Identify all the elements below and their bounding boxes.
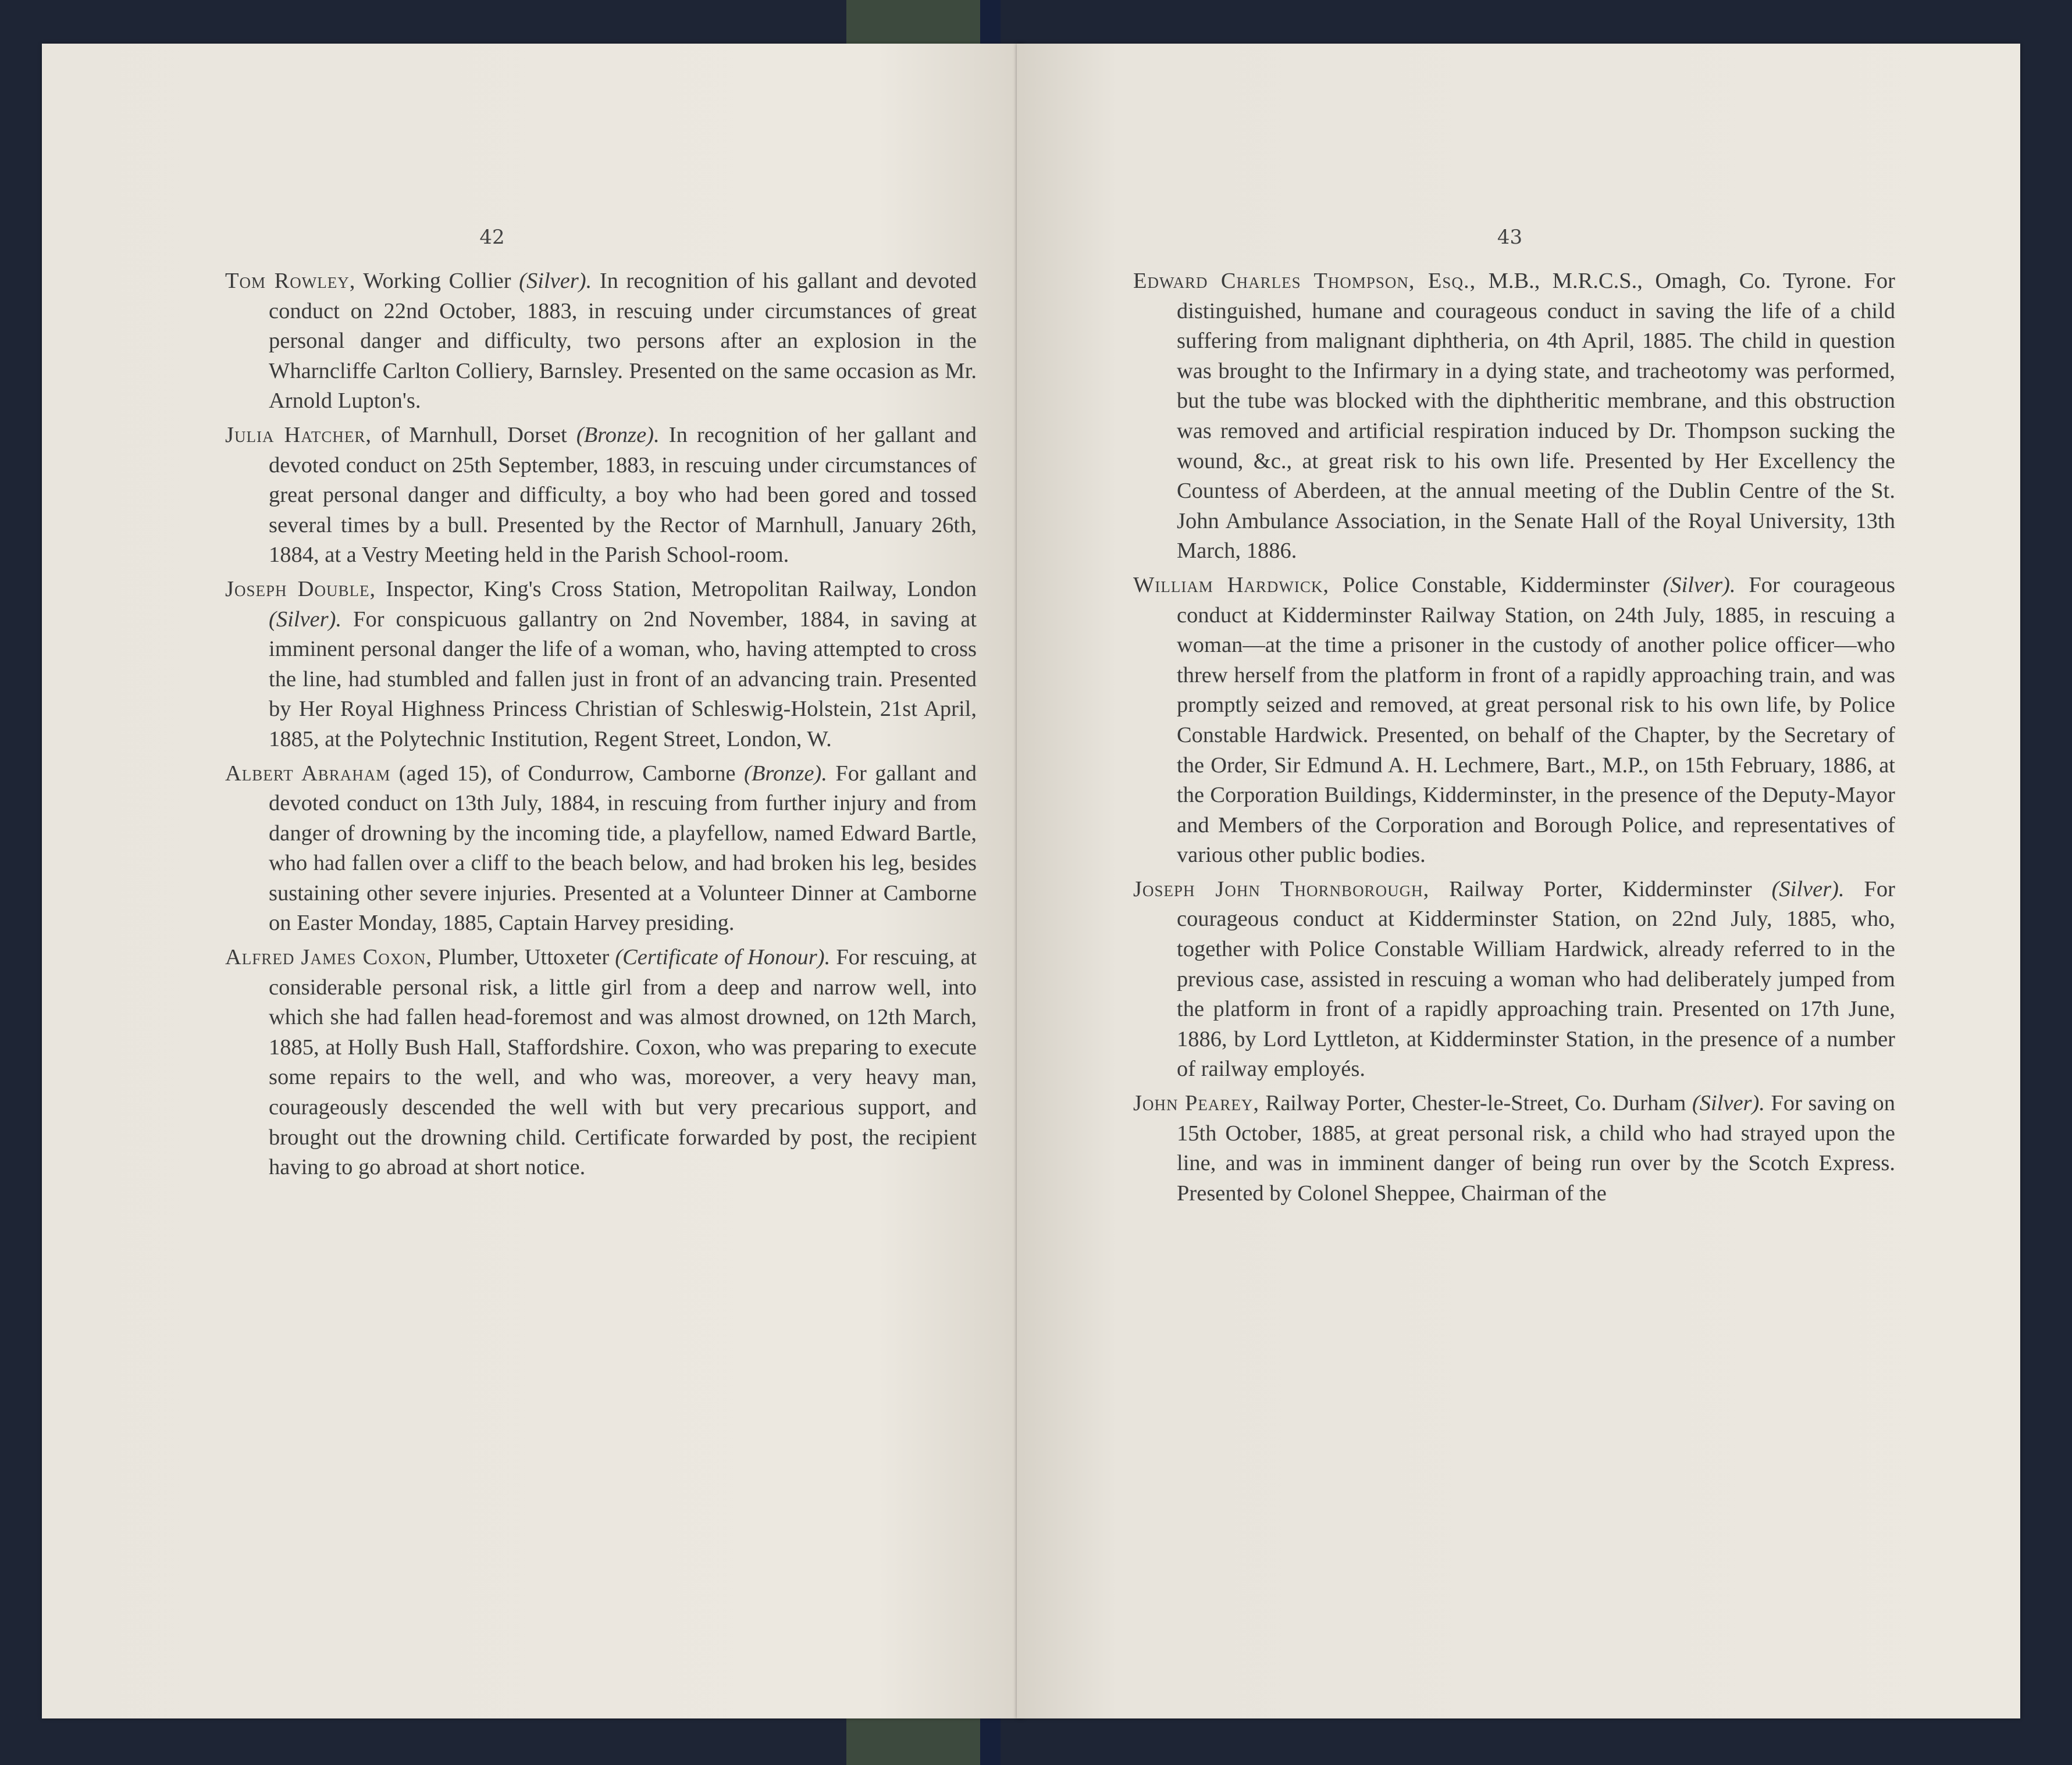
entry-name: John Pearey, xyxy=(1133,1091,1260,1116)
entry-description: Railway Porter, Kidderminster xyxy=(1429,876,1772,901)
entry-award: (Bronze). xyxy=(576,422,660,447)
entry-name: Alfred James Coxon, xyxy=(225,945,432,970)
entry-description: Police Constable, Kidderminster xyxy=(1329,572,1663,597)
entry-award: (Silver). xyxy=(269,607,342,632)
entry xyxy=(225,943,977,1183)
entry-body: For rescuing, at considerable personal risk, a little girl from a deep and narrow well, into which she had fallen head-foremost and was almost drowned, on 12th March, 1885, at Holly Bush Hall, Staffordshire. Coxon, who was preparing to execute some repairs to the well, and who was, moreover, a very heavy man, courageously descended the well with but very precarious support, and brought out the drowning child. Certificate forwarded by post, the recipient having to go abroad at short notice. xyxy=(269,945,977,1180)
entry xyxy=(1133,1089,1895,1208)
entry xyxy=(225,266,977,416)
entry-award: (Silver). xyxy=(519,269,592,293)
entry-body: For conspicuous gallantry on 2nd November, 1884, in saving at imminent personal danger the life of a woman, who, having attempted to cross the line, had stumbled and fallen just in front of an advancing train. Presented by Her Royal Highness Princess Christian of Schleswig-Holstein, 21st April, 1885, at the Polytechnic Institution, Regent Street, London, W. xyxy=(269,607,977,751)
entry-body: For courageous conduct at Kidderminster Railway Station, on 24th July, 1885, in rescuing a woman—at the time a prisoner in the custody of another police officer—who threw herself from the platform in front of a rapidly approaching train, and was promptly seized and removed, at great personal risk to his own life, by Police Constable Hardwick. Presented, on behalf of the Chapter, by the Secretary of the Order, Sir Edmund A. H. Lechmere, Bart., M.P., on 15th February, 1886, at the Corporation Buildings, Kidderminster, in the presence of the Deputy-Mayor and Members of the Corporation and Borough Police, and representatives of various other public bodies. xyxy=(1177,572,1895,868)
entry-name: Julia Hatcher, xyxy=(225,422,372,447)
entry-name: Joseph John Thornborough, xyxy=(1133,876,1430,901)
entry xyxy=(225,420,977,570)
page-number: 42 xyxy=(479,226,505,249)
page-text xyxy=(1133,266,1895,1213)
entry-award: (Certificate of Honour). xyxy=(615,945,831,970)
entry-name: Edward Charles Thompson, Esq., xyxy=(1133,269,1476,293)
entry xyxy=(1133,570,1895,871)
entry-description: of Marnhull, Dorset xyxy=(371,422,576,447)
entry-name: Tom Rowley, xyxy=(225,269,356,293)
entry-description: (aged 15), of Condurrow, Camborne xyxy=(390,761,745,786)
entry-description: M.B., M.R.C.S., Omagh, Co. Tyrone. For distinguished, humane and courageous conduct in saving the life of a child suffering from malignant diphtheria, on 4th April, 1885. The child in question was brought to the Infirmary in a dying state, and tracheotomy was performed, but the tube was blocked with the diphtheritic membrane, and this obstruction was removed and artificial respiration induced by Dr. Thompson sucking the wound, &c., at great risk to his own life. Presented by Her Excellency the Countess of Aberdeen, at the annual meeting of the Dublin Centre of the St. John Ambulance Association, in the Senate Hall of the Royal University, 13th March, 1886. xyxy=(1177,269,1895,564)
page-text xyxy=(225,266,977,1187)
entry-award: (Silver). xyxy=(1662,572,1736,597)
entry-award: (Silver). xyxy=(1771,876,1845,901)
entry-body: For saving on 15th October, 1885, at great personal risk, a child who had strayed upon the line, and was in imminent danger of being run over by the Scotch Express. Presented by Colonel Sheppee, Chairman of the xyxy=(1177,1091,1896,1206)
entry-body: In recognition of her gallant and devoted conduct on 25th September, 1883, in rescuing under circumstances of great personal danger and difficulty, a boy who had been gored and tossed several times by a bull. Presented by the Rector of Marnhull, January 26th, 1884, at a Vestry Meeting held in the Parish School-room. xyxy=(269,422,977,568)
page-number: 43 xyxy=(1497,226,1523,249)
entry-description: Inspector, King's Cross Station, Metropolitan Railway, London xyxy=(376,576,977,601)
right-page xyxy=(1017,44,2020,1718)
entry-award: (Silver). xyxy=(1692,1091,1765,1116)
entry-body: For courageous conduct at Kidderminster Station, on 22nd July, 1885, who, together with Police Constable William Hardwick, already referred to in the previous case, assisted in rescuing a woman who had deliberately jumped from the platform in front of a rapidly approaching train. Presented on 17th June, 1886, by Lord Lyttleton, at Kidderminster Station, in the presence of a number of railway employés. xyxy=(1177,876,1895,1082)
entry xyxy=(1133,266,1895,566)
entry-name: Joseph Double, xyxy=(225,576,376,601)
entry-body: For gallant and devoted conduct on 13th July, 1884, in rescuing from further injury and from danger of drowning by the incoming tide, a playfellow, named Edward Bartle, who had fallen over a cliff to the beach below, and had broken his leg, besides sustaining other severe injuries. Presented at a Volunteer Dinner at Camborne on Easter Monday, 1885, Captain Harvey presiding. xyxy=(269,761,977,936)
entry-description: Plumber, Uttoxeter xyxy=(432,945,615,970)
entry-description: Railway Porter, Chester-le-Street, Co. Durham xyxy=(1259,1091,1692,1116)
entry xyxy=(225,575,977,755)
entry xyxy=(225,759,977,939)
left-page xyxy=(42,44,1024,1718)
entry xyxy=(1133,875,1895,1085)
entry-name: Albert Abraham xyxy=(225,761,391,786)
entry-award: (Bronze). xyxy=(744,761,827,786)
entry-name: William Hardwick, xyxy=(1133,572,1330,597)
entry-body: In recognition of his gallant and devoted conduct on 22nd October, 1883, in rescuing under circumstances of great personal danger and difficulty, two persons after an explosion in the Wharncliffe Carlton Colliery, Barnsley. Presented on the same occasion as Mr. Arnold Lupton's. xyxy=(269,269,977,413)
entry-description: Working Collier xyxy=(355,269,519,293)
